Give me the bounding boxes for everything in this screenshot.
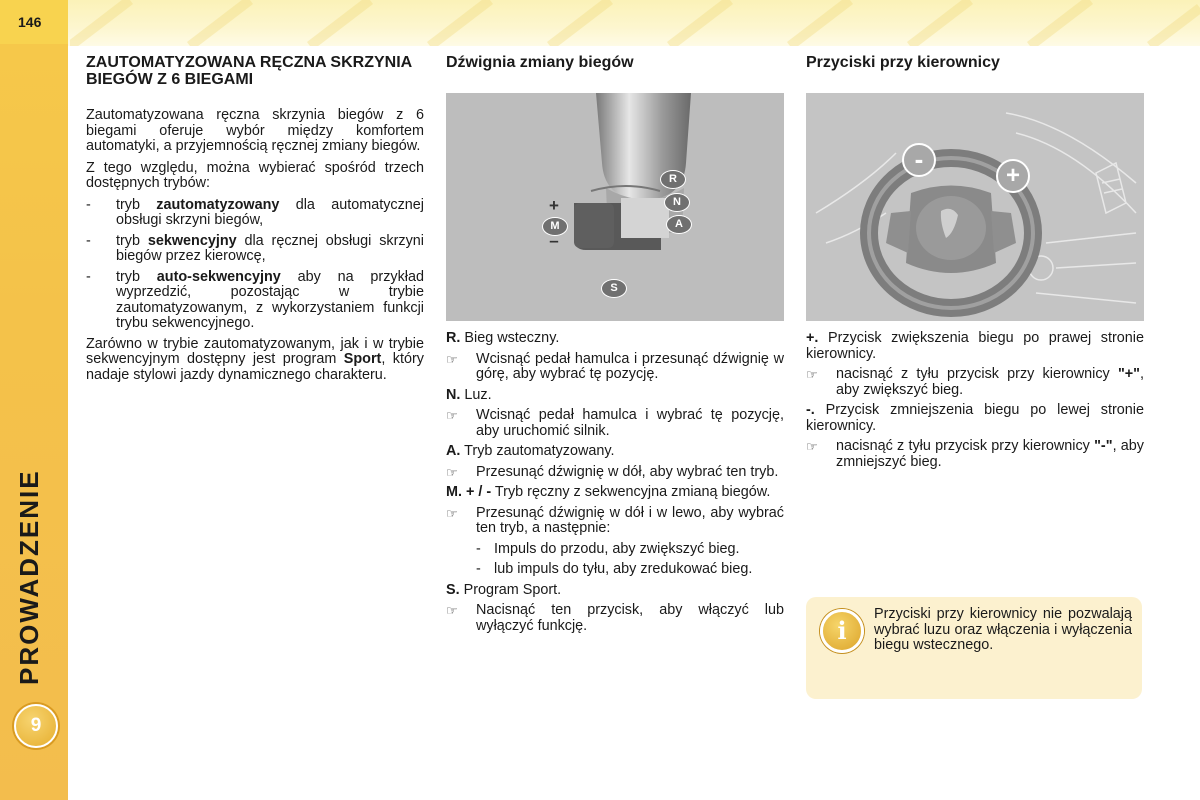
- hand-icon: ☞: [806, 367, 818, 382]
- hand-icon: ☞: [446, 408, 458, 423]
- entry-upshift: [806, 331, 1144, 362]
- entry-key: -.: [806, 402, 815, 418]
- text: aby na przykład wyprzedzić, pozostając w trybie zautomatyzowanym, z wykorzystaniem funkcji trybu sekwencyjnego.: [116, 268, 424, 331]
- dash: -: [86, 268, 91, 285]
- header-pattern: [70, 0, 1200, 46]
- sport-label: Sport: [343, 351, 382, 367]
- sub-instruction-text: lub impuls do tyłu, aby zredukować bieg.: [494, 561, 753, 577]
- gear-n-marker: N: [664, 193, 690, 212]
- instruction-text: Przesunąć dźwignię w dół i w lewo, aby wybrać ten tryb, a następnie:: [476, 504, 784, 536]
- modes-intro: Z tego względu, można wybierać spośród trzech dostępnych trybów:: [86, 159, 424, 191]
- paddle-plus-icon: +: [996, 159, 1030, 193]
- steering-wheel-illustration: [806, 93, 1144, 321]
- instruction: [446, 465, 784, 481]
- hand-icon: ☞: [806, 439, 818, 454]
- instruction-text: Wcisnąć pedał hamulca i przesunąć dźwignię w górę, aby wybrać tę pozycję.: [476, 350, 784, 382]
- sub-instruction: [476, 542, 784, 558]
- text: nacisnąć z tyłu przycisk przy kierownicy: [836, 366, 1118, 382]
- gear-r-marker: R: [660, 170, 686, 189]
- gear-lever-column: [446, 54, 784, 639]
- steering-buttons-column: [806, 54, 1144, 475]
- instruction: [446, 408, 784, 439]
- hand-icon: ☞: [446, 351, 458, 367]
- gear-lever-illustration: [446, 93, 784, 321]
- gear-lever-heading: Dźwignia zmiany biegów: [446, 54, 634, 71]
- text: nacisnąć z tyłu przycisk przy kierownicy: [836, 438, 1095, 454]
- instruction: [446, 603, 784, 634]
- entry-automatic: [446, 444, 784, 460]
- entry-key: N.: [446, 386, 461, 403]
- entry-text: Przycisk zwiększenia biegu po prawej stronie kierownicy.: [806, 330, 1144, 362]
- entry-neutral: [446, 388, 784, 404]
- entry-key: +.: [806, 330, 819, 346]
- main-title: ZAUTOMATYZOWANA RĘCZNA SKRZYNIA BIEGÓW Z 6 BIEGAMI: [86, 54, 412, 88]
- gear-m-marker: M: [542, 217, 568, 236]
- dash: -: [86, 232, 91, 249]
- entry-key: M. + / -: [446, 484, 492, 500]
- text: dla ręcznej obsługi skrzyni biegów przez kierowcę,: [116, 232, 424, 264]
- page-number: 146: [0, 0, 68, 44]
- mode-name: zautomatyzowany: [156, 196, 280, 213]
- instruction: [806, 367, 1144, 398]
- entry-downshift: [806, 403, 1144, 434]
- mode-item: [86, 234, 424, 265]
- sub-instruction: [476, 562, 784, 578]
- button-symbol: "+": [1117, 366, 1140, 382]
- mode-name: auto-sekwencyjny: [156, 268, 281, 285]
- instruction: [806, 439, 1144, 470]
- steering-wheel-drawing: [806, 93, 1144, 321]
- instruction: [446, 352, 784, 383]
- gear-a-marker: A: [666, 215, 692, 234]
- entry-key: A.: [446, 443, 461, 459]
- entry-text: Tryb ręczny z sekwencyjna zmianą biegów.: [491, 484, 771, 500]
- sport-button: S: [601, 279, 627, 298]
- button-symbol: "-": [1094, 438, 1113, 454]
- text: , aby zmniejszyć bieg.: [836, 438, 1144, 470]
- entry-manual: [446, 485, 784, 501]
- entry-text: Tryb zautomatyzowany.: [460, 443, 615, 459]
- info-box: [806, 597, 1142, 699]
- info-icon: i: [820, 609, 864, 653]
- entry-sport: [446, 583, 784, 599]
- section-title-vertical: PROWADZENIE: [14, 469, 44, 685]
- entry-text: Program Sport.: [459, 581, 562, 598]
- sport-paragraph: [86, 337, 424, 384]
- text: Zarówno w trybie zautomatyzowanym, jak i w trybie sekwencyjnym dostępny jest program: [86, 335, 424, 367]
- entry-key: S.: [446, 581, 460, 598]
- entry-text: Przycisk zmniejszenia biegu po lewej stronie kierownicy.: [806, 402, 1144, 434]
- hand-icon: ☞: [446, 464, 458, 480]
- gear-plus-marker: +: [549, 196, 559, 215]
- hand-icon: ☞: [446, 603, 458, 618]
- dash: -: [476, 540, 481, 557]
- text: tryb: [116, 196, 157, 213]
- text: , aby zwiększyć bieg.: [836, 366, 1144, 398]
- mode-item: [86, 198, 424, 229]
- instruction: [446, 506, 784, 537]
- hand-icon: ☞: [446, 505, 458, 521]
- mode-name: sekwencyjny: [147, 232, 237, 249]
- intro-paragraph: Zautomatyzowana ręczna skrzynia biegów z 6 biegami oferuje wybór między komfortem automatyki, a przyjemnością ręcznej zmiany biegów.: [86, 107, 424, 154]
- entry-text: Bieg wsteczny.: [460, 330, 560, 346]
- intro-column: [86, 54, 424, 389]
- mode-item: [86, 270, 424, 332]
- info-text: Przyciski przy kierownicy nie pozwalają wybrać luzu oraz włączenia i wyłączenia biegu wstecznego.: [874, 606, 1132, 653]
- instruction-text: Nacisnąć ten przycisk, aby włączyć lub wyłączyć funkcję.: [476, 602, 784, 634]
- gear-minus-marker: –: [549, 231, 559, 250]
- entry-text: Luz.: [460, 386, 492, 403]
- chapter-badge: 9: [14, 704, 58, 748]
- steering-buttons-heading: Przyciski przy kierownicy: [806, 54, 1000, 71]
- header-band: [0, 0, 1200, 46]
- text: , który nadaje stylowi jazdy dynamicznego charakteru.: [86, 351, 424, 383]
- instruction-text: Przesunąć dźwignię w dół, aby wybrać ten tryb.: [476, 463, 779, 480]
- sub-instruction-text: Impuls do przodu, aby zwiększyć bieg.: [494, 540, 740, 557]
- dash: -: [476, 561, 481, 577]
- text: tryb: [116, 268, 157, 285]
- entry-key: R.: [446, 330, 461, 346]
- text: dla automatycznej obsługi skrzyni biegów,: [116, 196, 424, 228]
- dash: -: [86, 196, 91, 213]
- text: tryb: [116, 232, 148, 249]
- paddle-minus-icon: -: [902, 143, 936, 177]
- instruction-text: Wcisnąć pedał hamulca i wybrać tę pozycję, aby uruchomić silnik.: [476, 407, 784, 439]
- entry-reverse: [446, 331, 784, 347]
